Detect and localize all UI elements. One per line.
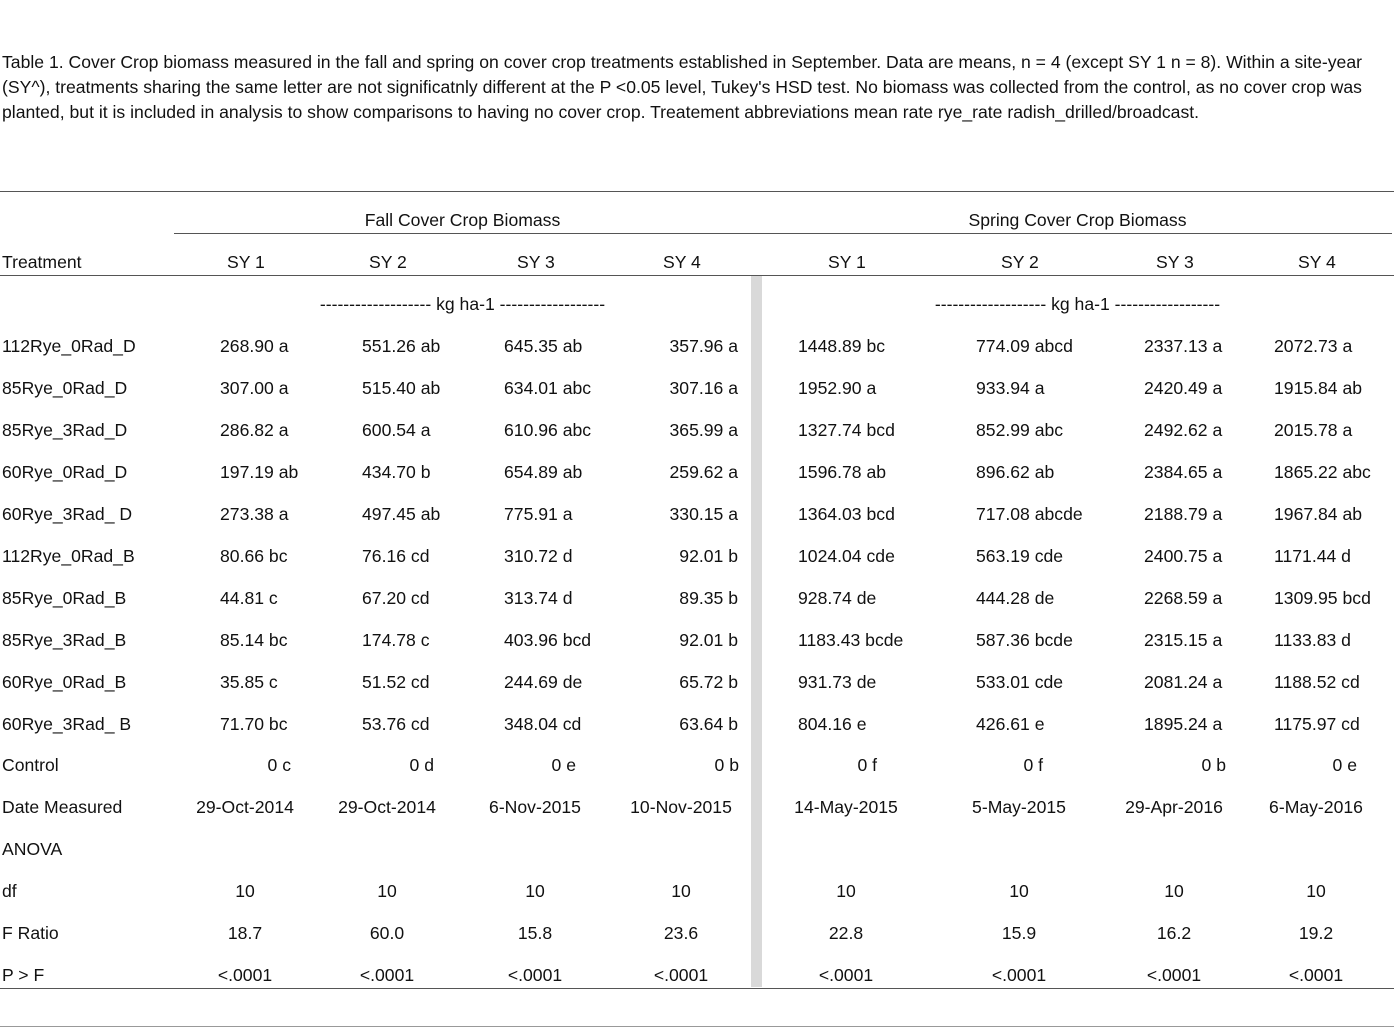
table-row [0, 420, 1394, 444]
table-row [0, 755, 1394, 779]
table-cell: <.0001 [991, 965, 1047, 985]
fall-group-header: Fall Cover Crop Biomass [364, 210, 561, 230]
table-cell: 1188.52 cd [1274, 672, 1360, 692]
table-cell: 348.04 cd [504, 714, 582, 734]
table-cell: 15.8 [517, 923, 553, 943]
table-cell: 313.74 d [504, 588, 573, 608]
row-label: 60Rye_0Rad_D [2, 462, 128, 482]
table-cell: 1967.84 ab [1274, 504, 1363, 524]
fall-sy4-header: SY 4 [663, 252, 701, 272]
table-cell: 0 b [1201, 755, 1226, 775]
table-cell: 10 [377, 881, 397, 901]
table-cell: 933.94 a [976, 378, 1045, 398]
table-cell: 2384.65 a [1144, 462, 1223, 482]
table-cell: <.0001 [359, 965, 415, 985]
table-cell: 1183.43 bcde [798, 630, 904, 650]
table-cell: 645.35 ab [504, 336, 583, 356]
spring-unit-label: ------------------- kg ha-1 ------------------ [934, 294, 1221, 314]
table-cell: 1596.78 ab [798, 462, 887, 482]
table-cell: 29-Oct-2014 [196, 797, 294, 817]
table-cell: 273.38 a [220, 504, 289, 524]
table-cell: 10 [235, 881, 255, 901]
table-row [0, 881, 1394, 905]
table-cell: 0 e [1332, 755, 1357, 775]
table-cell: 44.81 c [220, 588, 278, 608]
table-cell: 357.96 a [669, 336, 738, 356]
table-cell: 2081.24 a [1144, 672, 1223, 692]
table-cell: 71.70 bc [220, 714, 288, 734]
table-cell: 654.89 ab [504, 462, 583, 482]
table-cell: 2492.62 a [1144, 420, 1223, 440]
table-cell: 1327.74 bcd [798, 420, 895, 440]
treatment-column-header: Treatment [2, 252, 82, 272]
table-cell: 804.16 e [798, 714, 867, 734]
table-cell: 63.64 b [679, 714, 738, 734]
fall-sy1-header: SY 1 [227, 252, 265, 272]
table-cell: 286.82 a [220, 420, 289, 440]
table-cell: 10 [1306, 881, 1326, 901]
table-cell: 1952.90 a [798, 378, 877, 398]
table-cell: 2188.79 a [1144, 504, 1223, 524]
table-cell: 16.2 [1156, 923, 1192, 943]
table-cell: 53.76 cd [362, 714, 430, 734]
table-cell: <.0001 [1146, 965, 1202, 985]
table-row [0, 546, 1394, 570]
table-row [0, 336, 1394, 360]
table-cell: 65.72 b [679, 672, 738, 692]
row-label: P > F [2, 965, 45, 985]
table-cell: 10 [671, 881, 691, 901]
table-cell: 2072.73 a [1274, 336, 1353, 356]
table-cell: 29-Oct-2014 [338, 797, 436, 817]
table-cell: 0 e [551, 755, 576, 775]
table-cell: 852.99 abc [976, 420, 1064, 440]
row-label: 60Rye_3Rad_ B [2, 714, 132, 734]
spring-sy1-header: SY 1 [828, 252, 866, 272]
row-label: 85Rye_0Rad_B [2, 588, 127, 608]
table-cell: 310.72 d [504, 546, 573, 566]
table-cell: 1865.22 abc [1274, 462, 1371, 482]
table-cell: 67.20 cd [362, 588, 430, 608]
table-cell: 717.08 abcde [976, 504, 1083, 524]
table-cell: 14-May-2015 [794, 797, 898, 817]
fall-sy3-header: SY 3 [517, 252, 555, 272]
table-cell: 6-Nov-2015 [489, 797, 581, 817]
row-label: df [2, 881, 17, 901]
table-cell: 1175.97 cd [1274, 714, 1360, 734]
table-cell: 23.6 [663, 923, 699, 943]
row-label: 85Rye_3Rad_D [2, 420, 128, 440]
table-cell: 35.85 c [220, 672, 278, 692]
table-cell: 10-Nov-2015 [630, 797, 732, 817]
table-cell: 174.78 c [362, 630, 430, 650]
table-cell: <.0001 [653, 965, 709, 985]
table-row [0, 714, 1394, 738]
table-cell: 2268.59 a [1144, 588, 1223, 608]
table-cell: 76.16 cd [362, 546, 430, 566]
table-cell: 22.8 [828, 923, 864, 943]
table-row [0, 462, 1394, 486]
table-cell: 92.01 b [679, 546, 738, 566]
row-label: F Ratio [2, 923, 59, 943]
row-label: 85Rye_0Rad_D [2, 378, 128, 398]
table-cell: 1171.44 d [1274, 546, 1351, 566]
table-row [0, 672, 1394, 696]
table-cell: 29-Apr-2016 [1125, 797, 1223, 817]
table-cell: 1133.83 d [1274, 630, 1351, 650]
table-cell: 563.19 cde [976, 546, 1064, 566]
row-label: 112Rye_0Rad_D [2, 336, 136, 356]
table-cell: <.0001 [217, 965, 273, 985]
table-cell: 928.74 de [798, 588, 877, 608]
table-cell: 551.26 ab [362, 336, 441, 356]
table-cell: 197.19 ab [220, 462, 299, 482]
row-label: ANOVA [2, 839, 63, 859]
table-cell: 330.15 a [669, 504, 738, 524]
table-cell: 5-May-2015 [972, 797, 1066, 817]
table-cell: 89.35 b [679, 588, 738, 608]
table-cell: 426.61 e [976, 714, 1045, 734]
row-label: Date Measured [2, 797, 123, 817]
table-cell: 10 [525, 881, 545, 901]
table-cell: 444.28 de [976, 588, 1055, 608]
table-cell: 268.90 a [220, 336, 289, 356]
spring-group-header: Spring Cover Crop Biomass [968, 210, 1187, 230]
table-cell: 307.00 a [220, 378, 289, 398]
table-cell: 80.66 bc [220, 546, 288, 566]
table-cell: 307.16 a [669, 378, 738, 398]
table-cell: 1448.89 bc [798, 336, 886, 356]
row-label: 112Rye_0Rad_B [2, 546, 135, 566]
table-cell: 1915.84 ab [1274, 378, 1363, 398]
row-label: Control [2, 755, 59, 775]
table-cell: 896.62 ab [976, 462, 1055, 482]
table-cell: 259.62 a [669, 462, 738, 482]
table-cell: 244.69 de [504, 672, 583, 692]
table-cell: 587.36 bcde [976, 630, 1073, 650]
table-cell: 634.01 abc [504, 378, 592, 398]
table-cell: 2315.15 a [1144, 630, 1223, 650]
page-end-rule [0, 1026, 1394, 1027]
table-cell: 2337.13 a [1144, 336, 1223, 356]
table-cell: 2420.49 a [1144, 378, 1223, 398]
table-cell: 2400.75 a [1144, 546, 1223, 566]
table-cell: 6-May-2016 [1269, 797, 1363, 817]
table-cell: 0 f [857, 755, 877, 775]
fall-sy2-header: SY 2 [369, 252, 407, 272]
table-cell: 1024.04 cde [798, 546, 895, 566]
table-row [0, 965, 1394, 989]
table-cell: 533.01 cde [976, 672, 1064, 692]
table-cell: <.0001 [1288, 965, 1344, 985]
fall-unit-label: ------------------- kg ha-1 ------------------ [319, 294, 606, 314]
table-row [0, 839, 1394, 863]
spring-sy4-header: SY 4 [1298, 252, 1336, 272]
table-cell: 85.14 bc [220, 630, 288, 650]
table-cell: 365.99 a [669, 420, 738, 440]
row-label: 60Rye_0Rad_B [2, 672, 127, 692]
table-cell: 403.96 bcd [504, 630, 592, 650]
table-cell: 434.70 b [362, 462, 431, 482]
row-label: 85Rye_3Rad_B [2, 630, 127, 650]
table-row [0, 797, 1394, 821]
table-cell: 0 d [409, 755, 434, 775]
table-cell: 931.73 de [798, 672, 877, 692]
table-cell: <.0001 [507, 965, 563, 985]
table-top-rule [0, 191, 1394, 192]
table-cell: 10 [1164, 881, 1184, 901]
table-cell: 0 b [714, 755, 739, 775]
table-cell: <.0001 [818, 965, 874, 985]
table-cell: 10 [1009, 881, 1029, 901]
table-cell: 774.09 abcd [976, 336, 1073, 356]
table-cell: 2015.78 a [1274, 420, 1353, 440]
table-cell: 10 [836, 881, 856, 901]
table-cell: 15.9 [1001, 923, 1037, 943]
table-cell: 600.54 a [362, 420, 431, 440]
table-cell: 775.91 a [504, 504, 573, 524]
table-cell: 60.0 [369, 923, 405, 943]
group-header-rule [174, 233, 1392, 234]
spring-sy2-header: SY 2 [1001, 252, 1039, 272]
spring-sy3-header: SY 3 [1156, 252, 1194, 272]
table-cell: 0 f [1023, 755, 1043, 775]
table-caption: Table 1. Cover Crop biomass measured in the fall and spring on cover crop treatments established in September. Data are means, n = 4 (except SY 1 n = 8). Within a site-year (SY^), treatments sharing the same letter are not significatnly different at the P <0.05 level, Tukey's HSD test. No biomass was collected from the control, as no cover crop was planted, but it is included in analysis to show comparisons to having no cover crop. Treatement abbreviations mean rate rye_rate radish_drilled/broadcast. [2, 52, 1362, 122]
table-row [0, 630, 1394, 654]
table-cell: 51.52 cd [362, 672, 430, 692]
table-row [0, 588, 1394, 612]
table-cell: 1309.95 bcd [1274, 588, 1371, 608]
table-cell: 610.96 abc [504, 420, 592, 440]
table-cell: 1895.24 a [1144, 714, 1223, 734]
row-label: 60Rye_3Rad_ D [2, 504, 133, 524]
table-cell: 92.01 b [679, 630, 738, 650]
table-cell: 18.7 [227, 923, 263, 943]
table-cell: 515.40 ab [362, 378, 441, 398]
table-row [0, 923, 1394, 947]
table-cell: 1364.03 bcd [798, 504, 895, 524]
table-cell: 19.2 [1298, 923, 1334, 943]
table-cell: 0 c [267, 755, 291, 775]
table-row [0, 504, 1394, 528]
table-cell: 497.45 ab [362, 504, 441, 524]
table-row [0, 378, 1394, 402]
header-bottom-rule [0, 275, 1394, 276]
